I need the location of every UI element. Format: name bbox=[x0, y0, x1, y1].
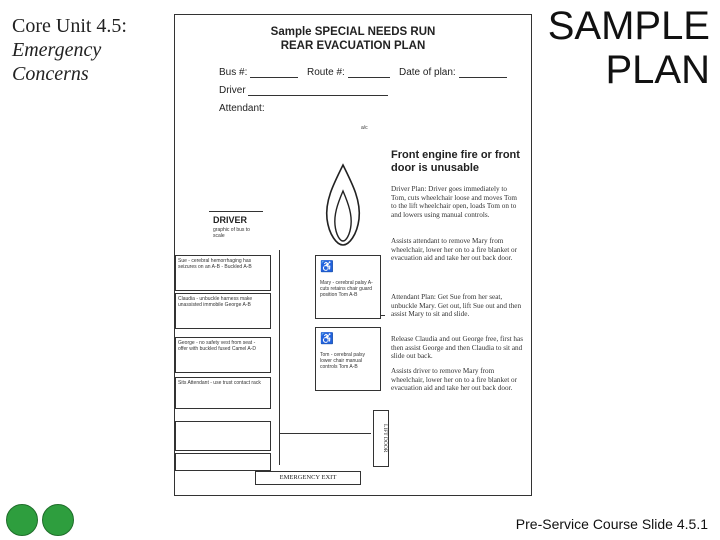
nav-dot-icon bbox=[42, 504, 74, 536]
wheelchair-box-2 bbox=[315, 327, 381, 391]
seat-box-2 bbox=[175, 293, 271, 329]
driver-field bbox=[219, 85, 388, 96]
emergency-exit-label: EMERGENCY EXIT bbox=[255, 471, 361, 485]
small-marker: a/c bbox=[361, 125, 368, 131]
unit-title-line1: Core Unit 4.5: bbox=[12, 15, 127, 37]
unit-title-line3: Concerns bbox=[12, 63, 89, 85]
route-label: Route #: bbox=[307, 67, 345, 78]
date-field bbox=[399, 67, 507, 78]
seat-note-3: George - no safety vest from seat - offer with buckled fused Camel A-D bbox=[178, 340, 257, 352]
wheelchair-icon: ♿ bbox=[320, 261, 334, 273]
seat-box-6 bbox=[175, 453, 271, 471]
seat-note-1: Sue - cerebral hemorrhaging has seizures on an A-B - Buckled A-B bbox=[178, 258, 252, 270]
document-image bbox=[174, 14, 532, 496]
driver-blank bbox=[248, 95, 388, 96]
unit-title bbox=[12, 14, 172, 86]
seat-note-4: Sits Attendant - use trust contact rack bbox=[178, 380, 261, 386]
seat-note-2: Claudia - unbuckle harness make unassisted immobile George A-B bbox=[178, 296, 253, 308]
rear-exit-label: LIFT DOOR bbox=[373, 410, 389, 467]
wheelchair-icon: ♿ bbox=[320, 333, 334, 345]
paragraph-3: Attendant Plan: Get Sue from her seat, unbuckle Mary. Get out, lift Sue out and then assist Mary to sit and slide. bbox=[391, 293, 522, 319]
nav-dot-icon bbox=[6, 504, 38, 536]
sample-plan-line2: PLAN bbox=[605, 48, 710, 92]
sample-plan-heading bbox=[520, 4, 710, 92]
attendant-field bbox=[219, 103, 265, 114]
unit-title-line2: Emergency bbox=[12, 39, 102, 61]
slide-footer: Pre-Service Course Slide 4.5.1 bbox=[515, 516, 708, 532]
paragraph-1: Driver Plan: Driver goes immediately to Tom, cuts wheelchair loose and moves Tom to the lift wheelchair open, loads Tom on to and lowers using manual controls. bbox=[391, 185, 518, 219]
wheelchair-box-1 bbox=[315, 255, 381, 319]
seat-box-3 bbox=[175, 337, 271, 373]
driver-field-label: Driver bbox=[219, 85, 246, 96]
flame-icon bbox=[323, 163, 363, 247]
seat-box-1 bbox=[175, 255, 271, 291]
driver-box-label: DRIVER bbox=[213, 215, 248, 225]
paragraph-5: Assists driver to remove Mary from wheelchair, lower her on to a fire blanket or evacuation aid and take her out back door. bbox=[391, 367, 518, 393]
doc-title bbox=[175, 25, 531, 53]
bus-field bbox=[219, 67, 298, 78]
wheelchair-note-2: Tom - cerebral palsy lower chair manual controls Tom A-B bbox=[320, 352, 366, 370]
wheelchair-note-1: Mary - cerebral palsy A-cuts retains chair guard position Tom A-B bbox=[320, 280, 373, 298]
paragraph-2: Assists attendant to remove Mary from wheelchair, lower her on to a fire blanket or evacuation aid and take her out back door. bbox=[391, 237, 518, 263]
paragraph-4: Release Claudia and out George free, first has then assist George and then Claudia to sit and slide out back. bbox=[391, 335, 523, 361]
doc-title-line1: Sample SPECIAL NEEDS RUN bbox=[270, 26, 436, 38]
seat-box-4 bbox=[175, 377, 271, 409]
exit-arrow-line bbox=[279, 433, 371, 434]
bus-blank bbox=[250, 77, 298, 78]
driver-box-sub: graphic of bus to scale bbox=[213, 227, 250, 239]
bus-label: Bus #: bbox=[219, 67, 248, 78]
seat-box-5 bbox=[175, 421, 271, 451]
date-label: Date of plan: bbox=[399, 67, 456, 78]
doc-title-line2: REAR EVACUATION PLAN bbox=[280, 40, 426, 52]
driver-box-top bbox=[209, 211, 263, 212]
scenario-heading: Front engine fire or front door is unusable bbox=[391, 149, 520, 174]
sample-plan-line1: SAMPLE bbox=[547, 4, 710, 48]
date-blank bbox=[459, 77, 507, 78]
route-field bbox=[307, 67, 390, 78]
attendant-label: Attendant: bbox=[219, 103, 265, 114]
route-blank bbox=[348, 77, 390, 78]
